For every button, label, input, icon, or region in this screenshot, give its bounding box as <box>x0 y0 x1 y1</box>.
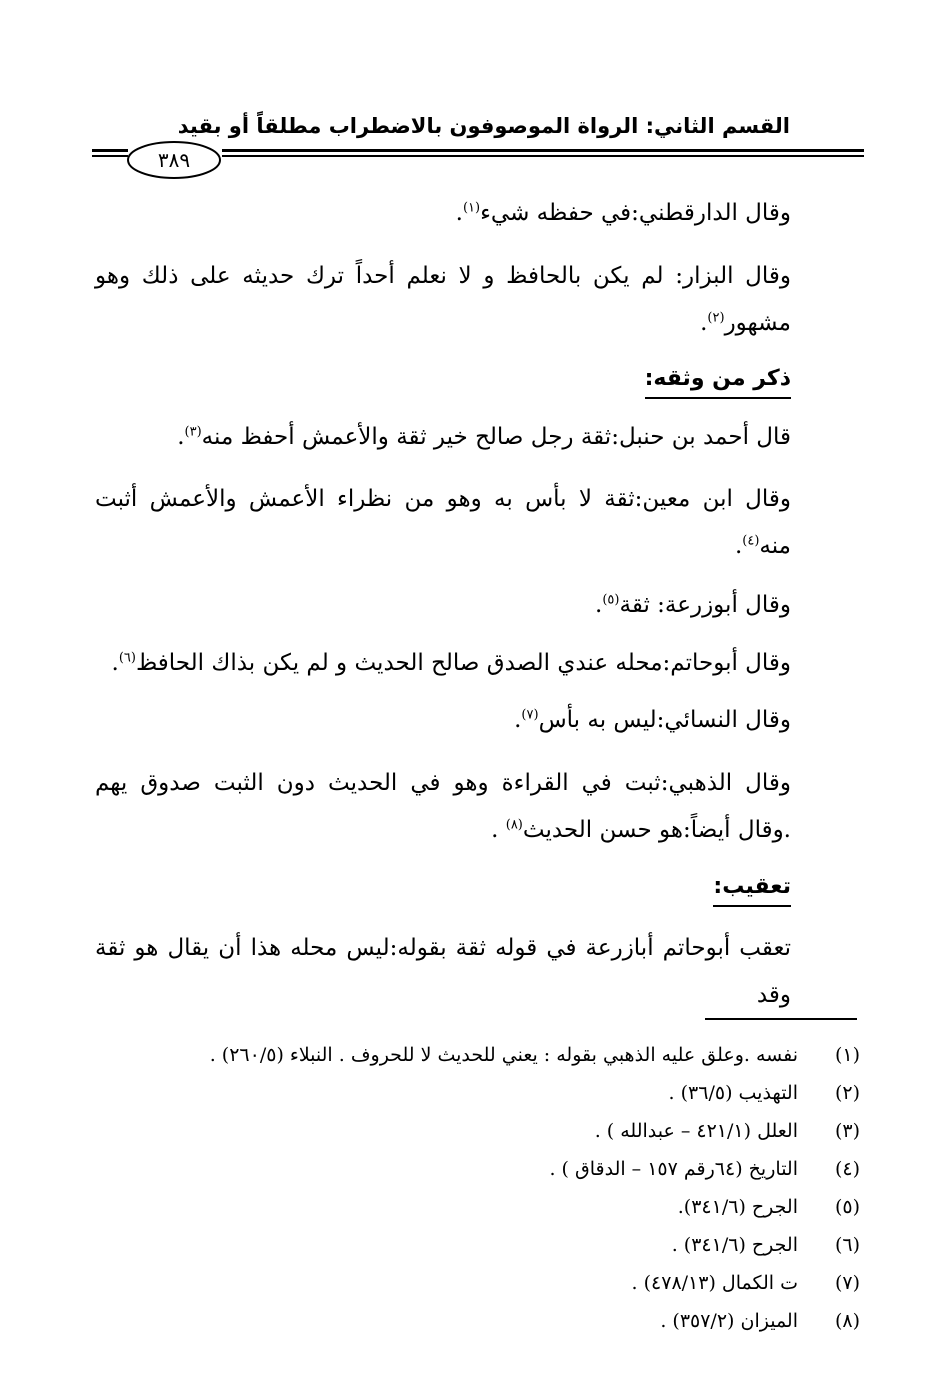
paragraph: وقال أبوحاتم:محله عندي الصدق صالح الحديث و لم يكن بذاك الحافظ$^{(٦)}$. <box>111 650 791 676</box>
footnote-separator <box>705 1018 857 1020</box>
paragraph: تعقب أبوحاتم أبازرعة في قوله ثقة بقوله:ليس محله هذا أن يقال هو ثقة وقد <box>95 935 791 1008</box>
paragraph: وقال ابن معين:ثقة لا بأس به وهو من نظراء الأعمش والأعمش أثبت منه$^{(٤)}$. <box>95 486 791 559</box>
section-heading: تعقيب: <box>95 874 791 899</box>
footnote-number: (٥) <box>834 1196 860 1218</box>
footnote <box>100 1036 860 1074</box>
footnote-number: (٤) <box>834 1158 860 1180</box>
page-number: ٣٨٩ <box>157 148 191 172</box>
footnote-number: (٦) <box>834 1234 860 1256</box>
running-header-title: القسم الثاني: الرواة الموصوفون بالاضطراب مطلقاً أو بقيد <box>177 114 790 138</box>
footnote <box>100 1264 860 1302</box>
footnote-text: الجرح (٣٤١/٦). <box>677 1196 798 1218</box>
paragraph: قال أحمد بن حنبل:ثقة رجل صالح خير ثقة والأعمش أحفظ منه$^{(٣)}$. <box>177 424 791 450</box>
footnote-text: الميزان (٣٥٧/٢) . <box>660 1310 798 1332</box>
footnotes <box>100 1036 860 1340</box>
footnote-text: التهذيب (٣٦/٥) . <box>668 1082 798 1104</box>
footnote-number: (١) <box>834 1044 860 1066</box>
paragraph: وقال النسائي:ليس به بأس$^{(٧)}$. <box>514 707 791 733</box>
footnote <box>100 1188 860 1226</box>
footnote <box>100 1150 860 1188</box>
footnote-number: (٣) <box>834 1120 860 1142</box>
paragraph: وقال البزار: لم يكن بالحافظ و لا نعلم أحداً ترك حديثه على ذلك وهو مشهور$^{(٢)}$. <box>95 263 791 336</box>
footnote <box>100 1302 860 1340</box>
footnote <box>100 1074 860 1112</box>
footnote-text: الجرح (٣٤١/٦) . <box>671 1234 798 1256</box>
footnote-text: العلل (٤٢١/١ – عبدالله ) . <box>594 1120 798 1142</box>
footnote-text: التاريخ (٦٤رقم ١٥٧ – الدقاق ) . <box>549 1158 798 1180</box>
footnote-text: ت الكمال (٤٧٨/١٣) . <box>631 1272 798 1294</box>
footnote-number: (٧) <box>834 1272 860 1294</box>
paragraph: وقال الذهبي:ثبت في القراءة وهو في الحديث دون الثبت صدوق يهم .وقال أيضاً:هو حسن الحديث$^{(٨)}$ . <box>95 770 791 843</box>
footnote <box>100 1112 860 1150</box>
footnote-number: (٨) <box>834 1310 860 1332</box>
footnote-text: نفسه .وعلق عليه الذهبي بقوله : يعني للحديث لا للحروف . النبلاء (٢٦٠/٥) . <box>209 1044 798 1066</box>
paragraph: وقال أبوزرعة: ثقة$^{(٥)}$. <box>595 592 791 618</box>
paragraph: وقال الدارقطني:في حفظه شيء$^{(١)}$. <box>455 200 791 226</box>
footnote <box>100 1226 860 1264</box>
footnote-number: (٢) <box>834 1082 860 1104</box>
section-heading: ذكر من وثقه: <box>95 366 791 391</box>
